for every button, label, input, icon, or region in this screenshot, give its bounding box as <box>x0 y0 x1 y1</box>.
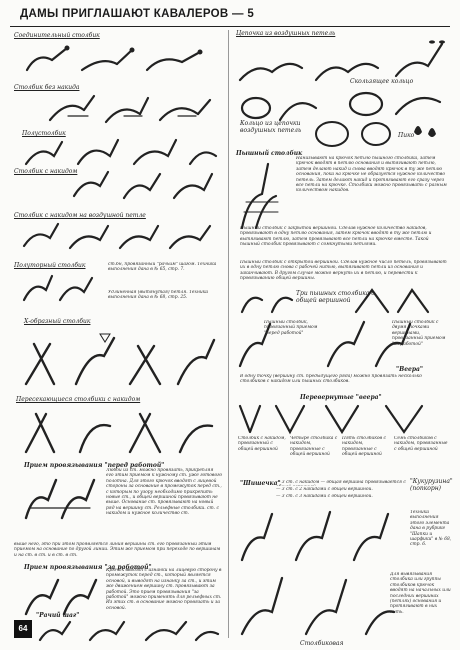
label-cluster-5: Пять столбиков с накидом, провязанные с общей вершиной <box>342 436 386 458</box>
label-fans: "Веера" <box>396 366 424 373</box>
title-sep: — <box>232 8 244 20</box>
label-front-puff: Пышный столбик, провязанный приемом "перед работой" <box>264 320 318 336</box>
front-post-illustration <box>20 470 102 522</box>
front-post-text: Любой из ст. можно провязать, прикрепляя его этим приемом к нужному ст. уже готового полотна. Для этого крючок вводят с лицевой стороны за основание в промежуток перед ст., с которым по узору необходимо прикрепить новые ст., и общей вершиной провязывают не выше. Основание ст. провязывают на новый ряд на вершину ст. Рельефные столбики. ст. с накидом и нужное количество ст. <box>106 468 222 517</box>
puff-stitch-illustration <box>236 158 294 234</box>
label-crab-stitch: "Рачий шаг" <box>36 612 80 619</box>
label-puff-stitch: Пышный столбик <box>236 150 303 157</box>
label-back-puff: Пышный столбик с двумя точками вершинами, провязанный приемом "за работой" <box>392 320 446 347</box>
puff-stitch-text: Нанизывают на крючок петлю пышного столбика, затем крючок вводят в петлю основания и вытягивают петлю, затем делают накид и снова вводят крючок в ту же петлю основания, пока на крючке не образуется нужное количество петель. Затем делают накид и протягивают его сразу через все петли на крючке. Столбики можно провязывать с разным количеством накидов. <box>296 156 447 194</box>
back-post-text: Крючок вводят с изнанки на лицевую сторону в промежуток перед ст., который является основой, и выводят на изнанку за ст., и этим же движением вершину ст. провязывают за работой. Это прием провязывания "за работой" можно применять для рельефных ст. Из этих ст. в основание можно провязать и за основой. <box>106 568 222 611</box>
slip-stitch-illustration <box>22 42 222 78</box>
page-number: 64 <box>14 620 32 638</box>
bobble-text-2: — 3 ст. с 2 накидами с общей вершиной. <box>276 487 373 492</box>
label-cluster-4: Четыре столбика с накидом, провязанные с общей вершиной <box>290 436 338 458</box>
label-cluster-7: Семь столбиков с накидом, провязанные с общей вершиной <box>394 436 448 452</box>
title-number: 5 <box>247 8 255 20</box>
half-double-illustration <box>22 136 222 170</box>
half-double-variant-illustration <box>20 270 100 306</box>
crossed-doubles-illustration <box>20 406 220 456</box>
label-picot: Пико <box>398 132 415 139</box>
page-header <box>10 8 450 27</box>
stitch-group-illustration <box>236 568 406 640</box>
label-magic-ring: Скользящее кольцо <box>350 78 414 85</box>
label-double-on-chain: Столбик с накидом на воздушной петле <box>14 212 146 219</box>
label-half-double-variant: Полуторный столбик <box>14 262 86 269</box>
closed-puff-text: Пышный столбик с закрытой вершиной. Сделав нужное количество накидов, провязывают в одну петлю основания, затем крючок вводят в ту же петлю и вытягивают петлю, затем провязывают все петли на крючке вместе. Такой пышный столбик провязывают с сомкнутыми петлями. <box>240 226 432 248</box>
label-back-post: Прием провязывания "за работой" <box>24 564 152 571</box>
popcorn-note: Техника выполнения этого элемента дана в рубрике "Шапки и шарфики" в № 68, стр. 6. <box>410 510 452 548</box>
title-text: ДАМЫ ПРИГЛАШАЮТ КАВАЛЕРОВ <box>20 8 229 20</box>
label-bobble: "Шишечка" <box>240 480 281 487</box>
label-cluster-1: Столбик с накидом, провязанный с общей вершиной <box>238 436 286 452</box>
chain-ring-illustration <box>310 116 440 150</box>
double-on-chain-illustration <box>20 220 220 252</box>
page-title <box>20 8 254 20</box>
label-single-crochet: Столбик без накида <box>14 84 80 91</box>
bobble-text-1: — 3 ст. с накидом — общая вершина провязывается с <box>276 480 406 485</box>
label-stitch-bottom: Столбиковая <box>300 640 344 647</box>
crab-stitch-note: ст.бн, провязанный "рачьим" шагом. Техника выполнения дана в № 65, стр. 7. <box>108 262 217 273</box>
label-x-stitch: Х-образный столбик <box>24 318 91 325</box>
crab-stitch-illustration <box>36 620 222 644</box>
label-front-post: Прием провязывания "перед работой" <box>24 462 165 469</box>
label-popcorn: "Кукурузина" (попкорн) <box>410 478 453 492</box>
inverted-fans-illustration <box>236 402 450 436</box>
stitch-group-text: Для вывязывания столбика или группы столбиков крючок вводят на начальных или последних вершинах (петлях) основания и протягивают в них нить. <box>390 572 451 615</box>
label-three-puffs: Три пышных столбика с общей вершиной <box>296 290 375 304</box>
open-puff-text: Пышный столбик с открытой вершиной. Сделав нужное число петель, провязывают их в одну петлю снова с рабочей нитью, вытягивают петли из основания и заканчивают. В другом случае можно вернуть их в петлю, и перевести к провязыванию общей вершины. <box>240 260 447 282</box>
double-crochet-illustration <box>70 168 220 202</box>
label-crossed-doubles: Пересекающиеся столбики с накидом <box>16 396 141 403</box>
label-inverted-fans: Перевернутые "веера" <box>300 394 382 401</box>
single-crochet-illustration <box>48 92 218 128</box>
column-divider <box>228 30 229 638</box>
front-post-text-2: выше него, это при этом проявляется линия вершины ст. его провязанный этим приемом на основание по другой линии. Этим же приемом при переходе по вершинам и на ст. в ст. и в ст. в ст. <box>14 542 221 558</box>
label-slip-stitch: Соединительный столбик <box>14 32 100 39</box>
fans-text: В одну точку (вершину ст. предыдущего ряда) можно провязать несколько столбиков с накидом или пышных столбиков. <box>240 374 422 385</box>
bobble-illustration <box>236 504 406 564</box>
label-chain: Цепочка из воздушных петель <box>236 30 336 37</box>
label-half-double: Полустолбик <box>22 130 66 137</box>
chain-illustration <box>236 38 450 84</box>
label-chain-ring: Кольцо из цепочки воздушных петель <box>240 120 302 134</box>
label-double-crochet: Столбик с накидом <box>14 168 78 175</box>
elongated-loop-note: Удлиненная (вытянутая) петля. Техника выполнения дана в № 68, стр. 25. <box>108 290 208 301</box>
x-stitch-illustration <box>20 330 220 390</box>
bobble-text-3: — 3 ст. с 3 накидами с общей вершиной. <box>276 494 373 499</box>
